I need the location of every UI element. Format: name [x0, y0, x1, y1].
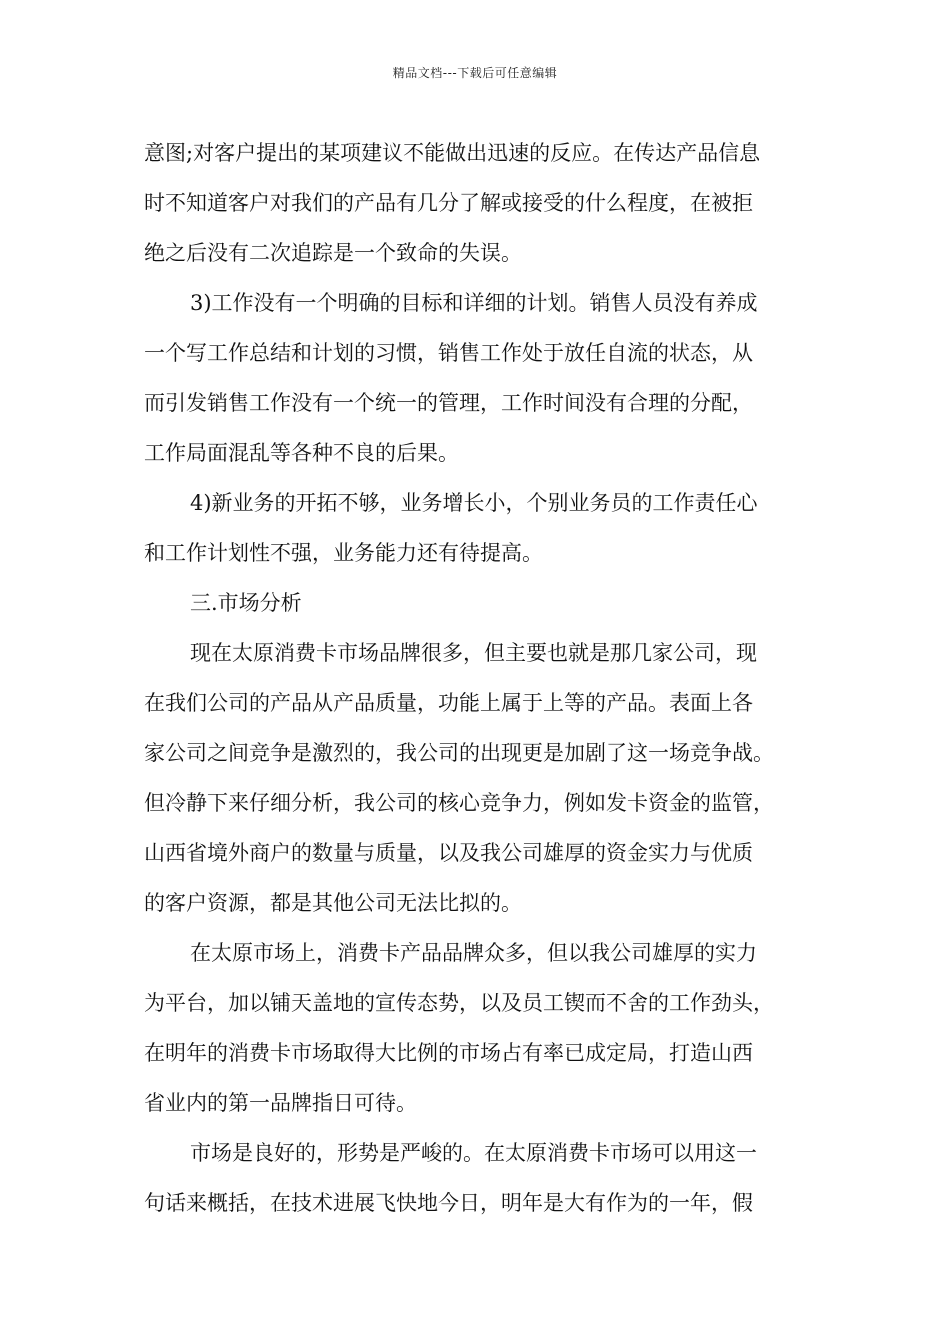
text-line: 句话来概括，在技术进展飞快地今日，明年是大有作为的一年，假 — [144, 1191, 753, 1215]
text-line: 在太原市场上，消费卡产品品牌众多，但以我公司雄厚的实力 — [190, 941, 757, 965]
text-line: 在我们公司的产品从产品质量，功能上属于上等的产品。表面上各 — [144, 691, 753, 715]
text-line: 市场是良好的，形势是严峻的。在太原消费卡市场可以用这一 — [190, 1141, 757, 1165]
text-line: 4)新业务的开拓不够，业务增长小，个别业务员的工作责任心 — [190, 491, 758, 515]
text-line: 工作局面混乱等各种不良的后果。 — [144, 441, 459, 465]
text-line: 意图;对客户提出的某项建议不能做出迅速的反应。在传达产品信息 — [144, 141, 761, 165]
text-line: 的客户资源，都是其他公司无法比拟的。 — [144, 891, 522, 915]
text-line: 时不知道客户对我们的产品有几分了解或接受的什么程度，在被拒 — [144, 191, 753, 215]
text-line: 省业内的第一品牌指日可待。 — [144, 1091, 417, 1115]
document-body — [144, 131, 809, 1231]
page-header: 精品文档---下载后可任意编辑 — [392, 66, 558, 80]
text-line: 在明年的消费卡市场取得大比例的市场占有率已成定局，打造山西 — [144, 1041, 753, 1065]
section-heading: 三.市场分析 — [190, 591, 302, 615]
text-line: 现在太原消费卡市场品牌很多，但主要也就是那几家公司，现 — [190, 641, 757, 665]
text-line: 绝之后没有二次追踪是一个致命的失误。 — [144, 241, 522, 265]
text-line: 为平台，加以铺天盖地的宣传态势，以及员工锲而不舍的工作劲头， — [144, 991, 774, 1015]
text-line: 但冷静下来仔细分析，我公司的核心竞争力，例如发卡资金的监管， — [144, 791, 774, 815]
text-line: 3)工作没有一个明确的目标和详细的计划。销售人员没有养成 — [190, 291, 758, 315]
text-line: 山西省境外商户的数量与质量，以及我公司雄厚的资金实力与优质 — [144, 841, 753, 865]
text-line: 家公司之间竞争是激烈的，我公司的出现更是加剧了这一场竞争战。 — [144, 741, 774, 765]
text-line: 一个写工作总结和计划的习惯，销售工作处于放任自流的状态，从 — [144, 341, 753, 365]
text-line: 而引发销售工作没有一个统一的管理，工作时间没有合理的分配， — [144, 391, 753, 415]
text-line: 和工作计划性不强，业务能力还有待提高。 — [144, 541, 543, 565]
